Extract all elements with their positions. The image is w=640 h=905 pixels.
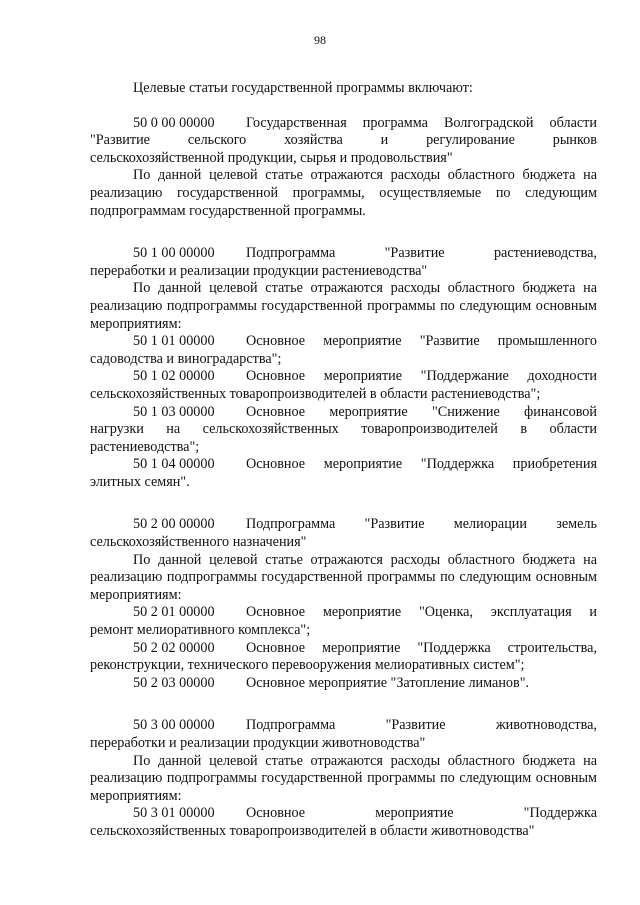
subprogram-1-code: 50 1 00 00000: [133, 245, 215, 262]
subprogram-3-heading: 50 3 00 00000 Подпрограмма "Развитие животноводства,: [133, 717, 597, 734]
document-body: [90, 80, 597, 841]
intro-paragraph: Целевые статьи государственной программы включают:: [133, 80, 473, 96]
activity-50-3-01: 50 3 01 00000 Основное мероприятие "Поддержка: [133, 805, 597, 822]
subprogram-2-code: 50 2 00 00000: [133, 516, 215, 533]
subprogram-3-code: 50 3 00 00000: [133, 717, 215, 734]
program-head-words: Государственная программа Волгоградской области: [246, 114, 597, 131]
activity-50-1-01: 50 1 01 00000 Основное мероприятие "Развитие промышленного: [133, 333, 597, 350]
program-title-line2: "Развитие сельского хозяйства и регулирование рынков: [90, 132, 597, 149]
activity-50-2-01-cont: ремонт мелиоративного комплекса";: [90, 622, 311, 639]
activity-50-1-02: 50 1 02 00000 Основное мероприятие "Поддержание доходности: [133, 368, 597, 385]
activity-50-2-03: 50 2 03 00000 Основное мероприятие "Затопление лиманов".: [133, 674, 530, 691]
activity-50-2-02: 50 2 02 00000 Основное мероприятие "Поддержка строительства,: [133, 639, 597, 656]
activity-50-1-04: 50 1 04 00000 Основное мероприятие "Поддержка приобретения: [133, 456, 597, 473]
program-code: 50 0 00 00000: [133, 114, 215, 131]
activity-50-1-03-cont2: растениеводства";: [90, 438, 200, 455]
subprogram-1-title-line2: переработки и реализации продукции растениеводства": [90, 262, 428, 279]
activity-50-1-01-cont: садоводства и виноградарства";: [90, 350, 282, 367]
activity-50-1-03-cont: нагрузки на сельскохозяйственных товаропроизводителей в области: [90, 421, 597, 438]
activity-50-1-04-cont: элитных семян".: [90, 473, 190, 490]
activity-50-2-01: 50 2 01 00000 Основное мероприятие "Оценка, эксплуатация и: [133, 604, 597, 621]
subprogram-1-description: По данной целевой статье отражаются расходы областного бюджета на реализацию подпрограммы государственной программы по следующим основным мероприятиям:: [90, 280, 597, 332]
subprogram-2-heading: 50 2 00 00000 Подпрограмма "Развитие мелиорации земель: [133, 516, 597, 533]
subprogram-3-description: По данной целевой статье отражаются расходы областного бюджета на реализацию подпрограммы государственной программы по следующим основным мероприятиям:: [90, 752, 597, 804]
activity-50-1-02-cont: сельскохозяйственных товаропроизводителей в области растениеводства";: [90, 385, 541, 402]
program-description: По данной целевой статье отражаются расходы областного бюджета на реализацию государственной программы, осуществляемые по следующим подпрограммам государственной программы.: [90, 167, 597, 219]
program-heading: [90, 115, 597, 133]
program-title-line3: сельскохозяйственной продукции, сырья и продовольствия": [90, 149, 453, 166]
activity-50-1-03: 50 1 03 00000 Основное мероприятие "Снижение финансовой: [133, 403, 597, 420]
activity-50-3-01-cont: сельскохозяйственных товаропроизводителей в области животноводства": [90, 822, 535, 839]
subprogram-1-heading: 50 1 00 00000 Подпрограмма "Развитие растениеводства,: [133, 245, 597, 262]
subprogram-3-title-line2: переработки и реализации продукции животноводства": [90, 735, 426, 751]
subprogram-2-description: По данной целевой статье отражаются расходы областного бюджета на реализацию подпрограммы государственной программы по следующим основным мероприятиям:: [90, 551, 597, 603]
subprogram-2-title-line2: сельскохозяйственного назначения": [90, 534, 307, 551]
activity-50-2-02-cont: реконструкции, технического перевооружения мелиоративных систем";: [90, 657, 525, 674]
page-number: 98: [314, 33, 326, 47]
